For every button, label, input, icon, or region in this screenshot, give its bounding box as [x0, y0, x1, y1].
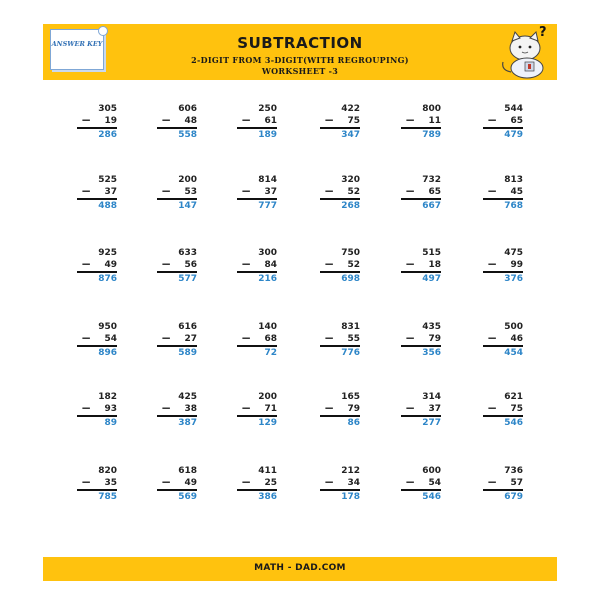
minus-sign: −	[161, 475, 172, 489]
minuend: 525	[98, 175, 117, 185]
minus-sign: −	[81, 257, 92, 271]
minuend: 411	[258, 466, 277, 476]
answer: 376	[504, 274, 523, 284]
subtrahend: 99	[510, 260, 523, 270]
answer-line	[157, 127, 197, 129]
answer-line	[320, 489, 360, 491]
answer: 387	[178, 418, 197, 428]
problem-item	[237, 104, 277, 148]
minuend: 305	[98, 104, 117, 114]
minuend: 750	[341, 248, 360, 258]
answer-line	[77, 489, 117, 491]
answer: 679	[504, 492, 523, 502]
problem-item	[320, 322, 360, 366]
problem-item	[77, 466, 117, 510]
minuend: 475	[504, 248, 523, 258]
answer-line	[157, 489, 197, 491]
minus-sign: −	[81, 475, 92, 489]
answer-line	[77, 127, 117, 129]
answer-line	[401, 198, 441, 200]
subtrahend: 79	[347, 404, 360, 414]
problem-item	[401, 392, 441, 436]
subtrahend: 19	[104, 116, 117, 126]
minus-sign: −	[241, 184, 252, 198]
minus-sign: −	[487, 113, 498, 127]
minus-sign: −	[487, 331, 498, 345]
minus-sign: −	[241, 257, 252, 271]
minuend: 320	[341, 175, 360, 185]
answer: 785	[98, 492, 117, 502]
answer-line	[237, 198, 277, 200]
minuend: 314	[422, 392, 441, 402]
minuend: 544	[504, 104, 523, 114]
answer: 89	[104, 418, 117, 428]
minuend: 831	[341, 322, 360, 332]
minuend: 621	[504, 392, 523, 402]
answer-line	[401, 489, 441, 491]
subtrahend: 84	[264, 260, 277, 270]
subtrahend: 56	[184, 260, 197, 270]
answer: 72	[264, 348, 277, 358]
minus-sign: −	[81, 331, 92, 345]
answer: 268	[341, 201, 360, 211]
answer: 454	[504, 348, 523, 358]
minus-sign: −	[487, 401, 498, 415]
answer-line	[320, 415, 360, 417]
answer-line	[401, 415, 441, 417]
answer: 896	[98, 348, 117, 358]
minus-sign: −	[241, 401, 252, 415]
subtrahend: 37	[104, 187, 117, 197]
answer: 698	[341, 274, 360, 284]
answer: 777	[258, 201, 277, 211]
problem-item	[157, 175, 197, 219]
minuend: 606	[178, 104, 197, 114]
cat-mascot-icon	[495, 24, 557, 80]
minus-sign: −	[405, 401, 416, 415]
subtrahend: 49	[104, 260, 117, 270]
minuend: 250	[258, 104, 277, 114]
answer: 86	[347, 418, 360, 428]
answer: 776	[341, 348, 360, 358]
problem-item	[401, 104, 441, 148]
minus-sign: −	[161, 184, 172, 198]
problem-item	[320, 104, 360, 148]
problem-item	[237, 322, 277, 366]
subtrahend: 79	[428, 334, 441, 344]
subtrahend: 18	[428, 260, 441, 270]
answer-line	[237, 415, 277, 417]
problem-item	[401, 466, 441, 510]
problem-item	[483, 104, 523, 148]
minuend: 600	[422, 466, 441, 476]
answer-line	[237, 345, 277, 347]
answer: 189	[258, 130, 277, 140]
problem-item	[157, 322, 197, 366]
answer-line	[483, 489, 523, 491]
problem-item	[483, 322, 523, 366]
answer-line	[157, 345, 197, 347]
subtrahend: 54	[428, 478, 441, 488]
subtrahend: 38	[184, 404, 197, 414]
problem-item	[157, 104, 197, 148]
minus-sign: −	[81, 401, 92, 415]
minus-sign: −	[324, 184, 335, 198]
problem-item	[77, 104, 117, 148]
minuend: 925	[98, 248, 117, 258]
problem-item	[483, 466, 523, 510]
subtrahend: 55	[347, 334, 360, 344]
minuend: 814	[258, 175, 277, 185]
problem-item	[77, 248, 117, 292]
minuend: 515	[422, 248, 441, 258]
minuend: 813	[504, 175, 523, 185]
minuend: 800	[422, 104, 441, 114]
answer: 569	[178, 492, 197, 502]
minus-sign: −	[324, 113, 335, 127]
answer-line	[77, 198, 117, 200]
subtrahend: 65	[428, 187, 441, 197]
subtrahend: 75	[347, 116, 360, 126]
minuend: 182	[98, 392, 117, 402]
minus-sign: −	[405, 475, 416, 489]
minuend: 633	[178, 248, 197, 258]
minuend: 618	[178, 466, 197, 476]
answer: 558	[178, 130, 197, 140]
subtrahend: 54	[104, 334, 117, 344]
minus-sign: −	[487, 184, 498, 198]
subtrahend: 68	[264, 334, 277, 344]
subtrahend: 25	[264, 478, 277, 488]
minus-sign: −	[161, 257, 172, 271]
footer-band	[43, 557, 557, 581]
svg-text:?: ?	[539, 25, 547, 40]
problem-item	[77, 322, 117, 366]
minuend: 950	[98, 322, 117, 332]
page-title: SUBTRACTION	[237, 34, 363, 52]
answer: 356	[422, 348, 441, 358]
minuend: 200	[258, 392, 277, 402]
minuend: 732	[422, 175, 441, 185]
answer: 216	[258, 274, 277, 284]
answer-line	[320, 345, 360, 347]
answer: 667	[422, 201, 441, 211]
answer: 277	[422, 418, 441, 428]
answer: 768	[504, 201, 523, 211]
subtrahend: 53	[184, 187, 197, 197]
problem-item	[401, 248, 441, 292]
subtrahend: 52	[347, 187, 360, 197]
subtrahend: 11	[428, 116, 441, 126]
subtrahend: 34	[347, 478, 360, 488]
subtrahend: 52	[347, 260, 360, 270]
problem-item	[237, 392, 277, 436]
answer: 497	[422, 274, 441, 284]
answer-line	[237, 127, 277, 129]
subtrahend: 71	[264, 404, 277, 414]
subtrahend: 61	[264, 116, 277, 126]
answer: 589	[178, 348, 197, 358]
answer-line	[237, 271, 277, 273]
answer-line	[237, 489, 277, 491]
subtrahend: 75	[510, 404, 523, 414]
answer-line	[320, 271, 360, 273]
minus-sign: −	[405, 257, 416, 271]
answer: 129	[258, 418, 277, 428]
answer: 876	[98, 274, 117, 284]
minuend: 616	[178, 322, 197, 332]
page-subtitle: 2-DIGIT FROM 3-DIGIT(WITH REGROUPING)	[191, 55, 409, 65]
minus-sign: −	[161, 401, 172, 415]
problem-item	[483, 175, 523, 219]
answer-line	[483, 345, 523, 347]
minus-sign: −	[487, 475, 498, 489]
subtrahend: 65	[510, 116, 523, 126]
minus-sign: −	[324, 401, 335, 415]
answer-line	[483, 127, 523, 129]
minuend: 425	[178, 392, 197, 402]
minus-sign: −	[241, 475, 252, 489]
minus-sign: −	[324, 257, 335, 271]
problem-item	[77, 392, 117, 436]
answer: 286	[98, 130, 117, 140]
answer-line	[77, 271, 117, 273]
minuend: 212	[341, 466, 360, 476]
answer-line	[77, 415, 117, 417]
minus-sign: −	[241, 113, 252, 127]
answer: 488	[98, 201, 117, 211]
minuend: 820	[98, 466, 117, 476]
answer-line	[77, 345, 117, 347]
problem-item	[237, 175, 277, 219]
problem-item	[77, 175, 117, 219]
minuend: 300	[258, 248, 277, 258]
subtrahend: 57	[510, 478, 523, 488]
problem-item	[157, 392, 197, 436]
worksheet-label: WORKSHEET -3	[261, 66, 339, 76]
problem-item	[320, 175, 360, 219]
answer-line	[483, 415, 523, 417]
subtrahend: 46	[510, 334, 523, 344]
problem-item	[401, 322, 441, 366]
answer: 178	[341, 492, 360, 502]
minus-sign: −	[405, 184, 416, 198]
problem-item	[401, 175, 441, 219]
answer: 577	[178, 274, 197, 284]
problem-item	[157, 248, 197, 292]
answer: 147	[178, 201, 197, 211]
minus-sign: −	[405, 331, 416, 345]
answer-line	[401, 127, 441, 129]
subtrahend: 93	[104, 404, 117, 414]
answer: 546	[422, 492, 441, 502]
answer-key-label: ANSWER KEY	[51, 40, 103, 48]
minuend: 736	[504, 466, 523, 476]
footer-site: MATH - DAD.COM	[254, 563, 346, 573]
answer: 479	[504, 130, 523, 140]
problem-item	[320, 392, 360, 436]
header-band	[43, 24, 557, 80]
answer-line	[320, 198, 360, 200]
subtrahend: 45	[510, 187, 523, 197]
minuend: 200	[178, 175, 197, 185]
minus-sign: −	[81, 113, 92, 127]
problem-item	[320, 248, 360, 292]
problem-item	[320, 466, 360, 510]
answer: 546	[504, 418, 523, 428]
answer: 386	[258, 492, 277, 502]
minus-sign: −	[405, 113, 416, 127]
answer: 789	[422, 130, 441, 140]
minus-sign: −	[81, 184, 92, 198]
subtrahend: 37	[428, 404, 441, 414]
minuend: 500	[504, 322, 523, 332]
problem-item	[157, 466, 197, 510]
problem-item	[483, 248, 523, 292]
answer-line	[157, 198, 197, 200]
subtrahend: 35	[104, 478, 117, 488]
minus-sign: −	[324, 331, 335, 345]
minus-sign: −	[487, 257, 498, 271]
minus-sign: −	[241, 331, 252, 345]
minus-sign: −	[324, 475, 335, 489]
answer-line	[483, 198, 523, 200]
problem-item	[237, 248, 277, 292]
minuend: 140	[258, 322, 277, 332]
subtrahend: 48	[184, 116, 197, 126]
answer-line	[157, 271, 197, 273]
minus-sign: −	[161, 331, 172, 345]
answer-line	[483, 271, 523, 273]
subtrahend: 49	[184, 478, 197, 488]
problem-item	[483, 392, 523, 436]
answer: 347	[341, 130, 360, 140]
minuend: 165	[341, 392, 360, 402]
answer-line	[401, 271, 441, 273]
minuend: 435	[422, 322, 441, 332]
subtrahend: 27	[184, 334, 197, 344]
answer-line	[157, 415, 197, 417]
problem-item	[237, 466, 277, 510]
minuend: 422	[341, 104, 360, 114]
minus-sign: −	[161, 113, 172, 127]
subtrahend: 37	[264, 187, 277, 197]
answer-line	[401, 345, 441, 347]
answer-line	[320, 127, 360, 129]
